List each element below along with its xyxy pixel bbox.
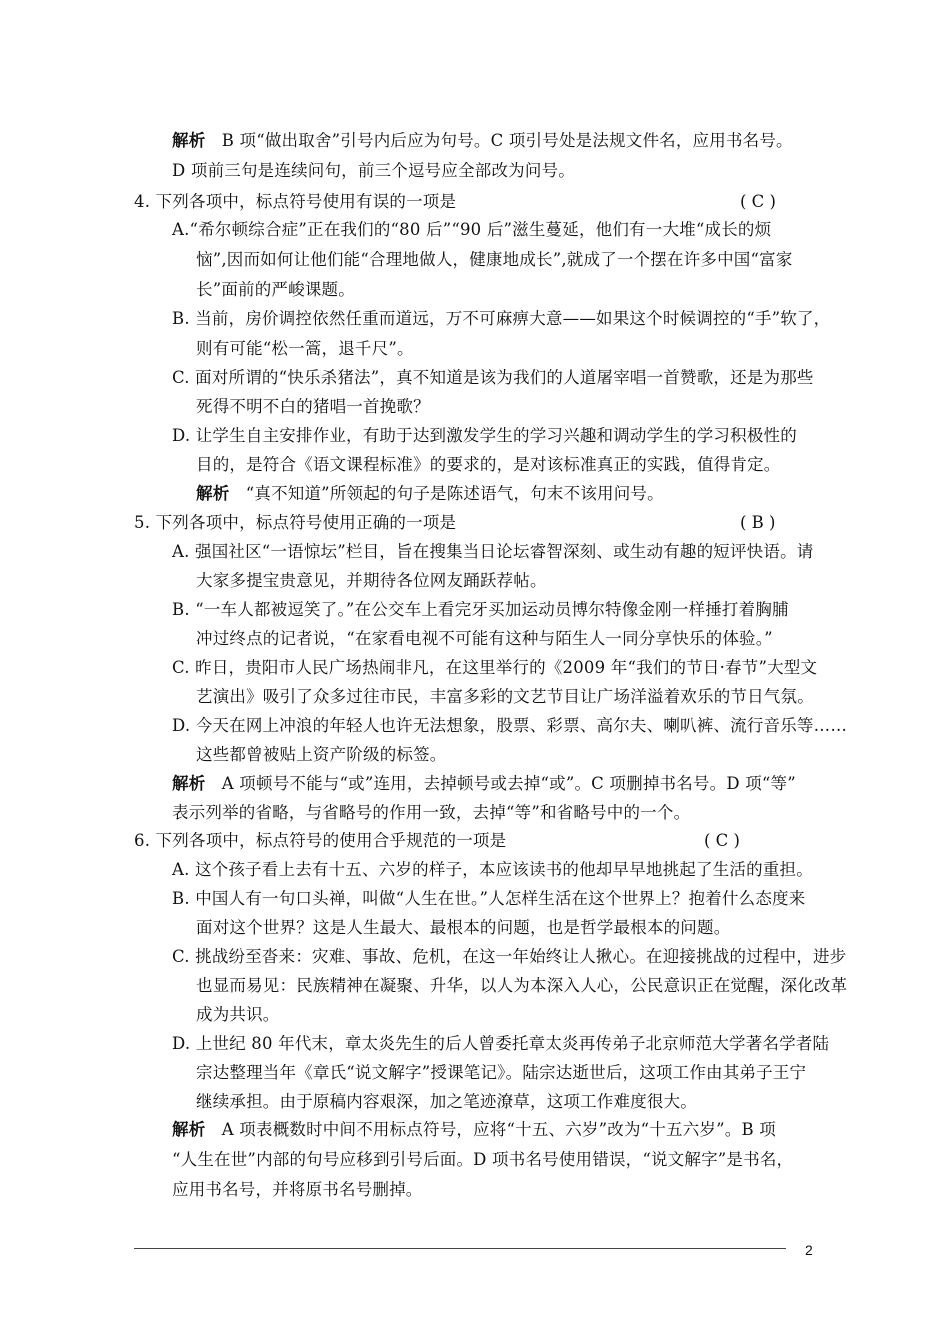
q5-option-d-cont: 这些都曾被贴上资产阶级的标签。 (196, 745, 447, 764)
q4-explanation (196, 483, 664, 505)
q5-option-c: C. 昨日，贵阳市人民广场热闹非凡，在这里举行的《2009 年“我们的节日·春节”大型文 (172, 658, 818, 677)
q4-option-b: B. 当前，房价调控依然任重而道远，万不可麻痹大意——如果这个时候调控的“手”软了， (172, 309, 831, 328)
q4-option-a: A.“希尔顿综合症”正在我们的“80 后”“90 后”滋生蔓延，他们有一大堆“成长的烦 (172, 220, 772, 239)
q5-option-a: A. 强国社区“一语惊坛”栏目，旨在搜集当日论坛睿智深刻、或生动有趣的短评快语。请 (172, 542, 814, 561)
q5-explanation (172, 773, 796, 795)
q4-option-d-cont: 目的，是符合《语文课程标准》的要求的，是对该标准真正的实践，值得肯定。 (196, 455, 781, 474)
explanation-label: 解析 (172, 774, 206, 793)
explanation-text: A 项顿号不能与“或”连用，去掉顿号或去掉“或”。C 项删掉书名号。D 项“等” (221, 774, 796, 793)
q6-option-c: C. 挑战纷至沓来：灾难、事故、危机，在这一年始终让人揪心。在迎接挑战的过程中，进步 (172, 947, 847, 966)
q6-explanation-cont: “人生在世”内部的句号应移到引号后面。D 项书名号使用错误，“说文解字”是书名， (172, 1150, 794, 1169)
q5-option-a-cont: 大家多提宝贵意见，并期待各位网友踊跃荐帖。 (196, 571, 547, 590)
explanation-line (172, 130, 793, 152)
q4-option-a-cont: 长”面前的严峻课题。 (196, 280, 355, 299)
question-6-answer: ( C ) (704, 831, 740, 850)
question-6-stem: 6. 下列各项中，标点符号的使用合乎规范的一项是 (134, 831, 507, 850)
q4-option-d: D. 让学生自主安排作业，有助于达到激发学生的学习兴趣和调动学生的学习积极性的 (172, 426, 797, 445)
q6-option-c-cont: 也显而易见：民族精神在凝聚、升华，以人为本深入人心，公民意识正在觉醒，深化改革 (196, 976, 848, 995)
q6-option-b: B. 中国人有一句口头禅，叫做“人生在世。”人怎样生活在这个世界上？抱着什么态度来 (172, 889, 806, 908)
question-5-answer: ( B ) (740, 513, 776, 532)
q6-explanation-cont: 应用书名号，并将原书名号删掉。 (172, 1180, 423, 1199)
explanation-text: B 项“做出取舍”引号内后应为句号。C 项引号处是法规文件名，应用书名号。 (221, 131, 793, 150)
question-4-answer: ( C ) (740, 192, 776, 211)
q4-option-c: C. 面对所谓的“快乐杀猪法”，真不知道是该为我们的人道屠宰唱一首赞歌，还是为那些 (172, 368, 814, 387)
question-5-stem: 5. 下列各项中，标点符号使用正确的一项是 (134, 513, 457, 532)
q5-option-d: D. 今天在网上冲浪的年轻人也许无法想象，股票、彩票、高尔夫、喇叭裤、流行音乐等…… (172, 716, 848, 735)
q4-option-b-cont: 则有可能“松一篙，退千尺”。 (196, 339, 414, 358)
page-number: 2 (805, 1242, 813, 1258)
q6-explanation (172, 1119, 776, 1141)
explanation-text: “真不知道”所领起的句子是陈述语气，句末不该用问号。 (245, 484, 664, 503)
explanation-text: A 项表概数时中间不用标点符号，应将“十五、六岁”改为“十五六岁”。B 项 (221, 1120, 776, 1139)
q6-option-a: A. 这个孩子看上去有十五、六岁的样子，本应该读书的他却早早地挑起了生活的重担。 (172, 860, 813, 879)
q5-option-c-cont: 艺演出》吸引了众多过往市民，丰富多彩的文艺节目让广场洋溢着欢乐的节日气氛。 (196, 687, 814, 706)
q5-option-b: B. “一车人都被逗笑了。”在公交车上看完牙买加运动员博尔特像金刚一样捶打着胸脯 (172, 600, 789, 619)
explanation-label: 解析 (172, 1120, 206, 1139)
q6-option-b-cont: 面对这个世界？这是人生最大、最根本的问题，也是哲学最根本的问题。 (196, 918, 731, 937)
explanation-line: D 项前三句是连续问句，前三个逗号应全部改为问号。 (172, 161, 575, 180)
q6-option-c-cont: 成为共识。 (196, 1005, 280, 1024)
question-4-stem: 4. 下列各项中，标点符号使用有误的一项是 (134, 192, 457, 211)
q5-option-b-cont: 冲过终点的记者说，“在家看电视不可能有这种与陌生人一同分享快乐的体验。” (196, 629, 773, 648)
explanation-label: 解析 (172, 131, 206, 150)
footer-divider (134, 1248, 786, 1249)
q6-option-d-cont: 宗达整理当年《章氏“说文解字”授课笔记》。陆宗达逝世后，这项工作由其弟子王宁 (196, 1063, 807, 1082)
q5-explanation-cont: 表示列举的省略，与省略号的作用一致，去掉“等”和省略号中的一个。 (172, 803, 691, 822)
q4-option-a-cont: 恼”,因而如何让他们能“合理地做人，健康地成长”,就成了一个摆在许多中国“富家 (196, 250, 793, 269)
q4-option-c-cont: 死得不明不白的猪唱一首挽歌？ (196, 397, 430, 416)
q6-option-d-cont: 继续承担。由于原稿内容艰深，加之笔迹潦草，这项工作难度很大。 (196, 1092, 697, 1111)
explanation-label: 解析 (196, 484, 230, 503)
q6-option-d: D. 上世纪 80 年代末，章太炎先生的后人曾委托章太炎再传弟子北京师范大学著名学者陆 (172, 1034, 830, 1053)
